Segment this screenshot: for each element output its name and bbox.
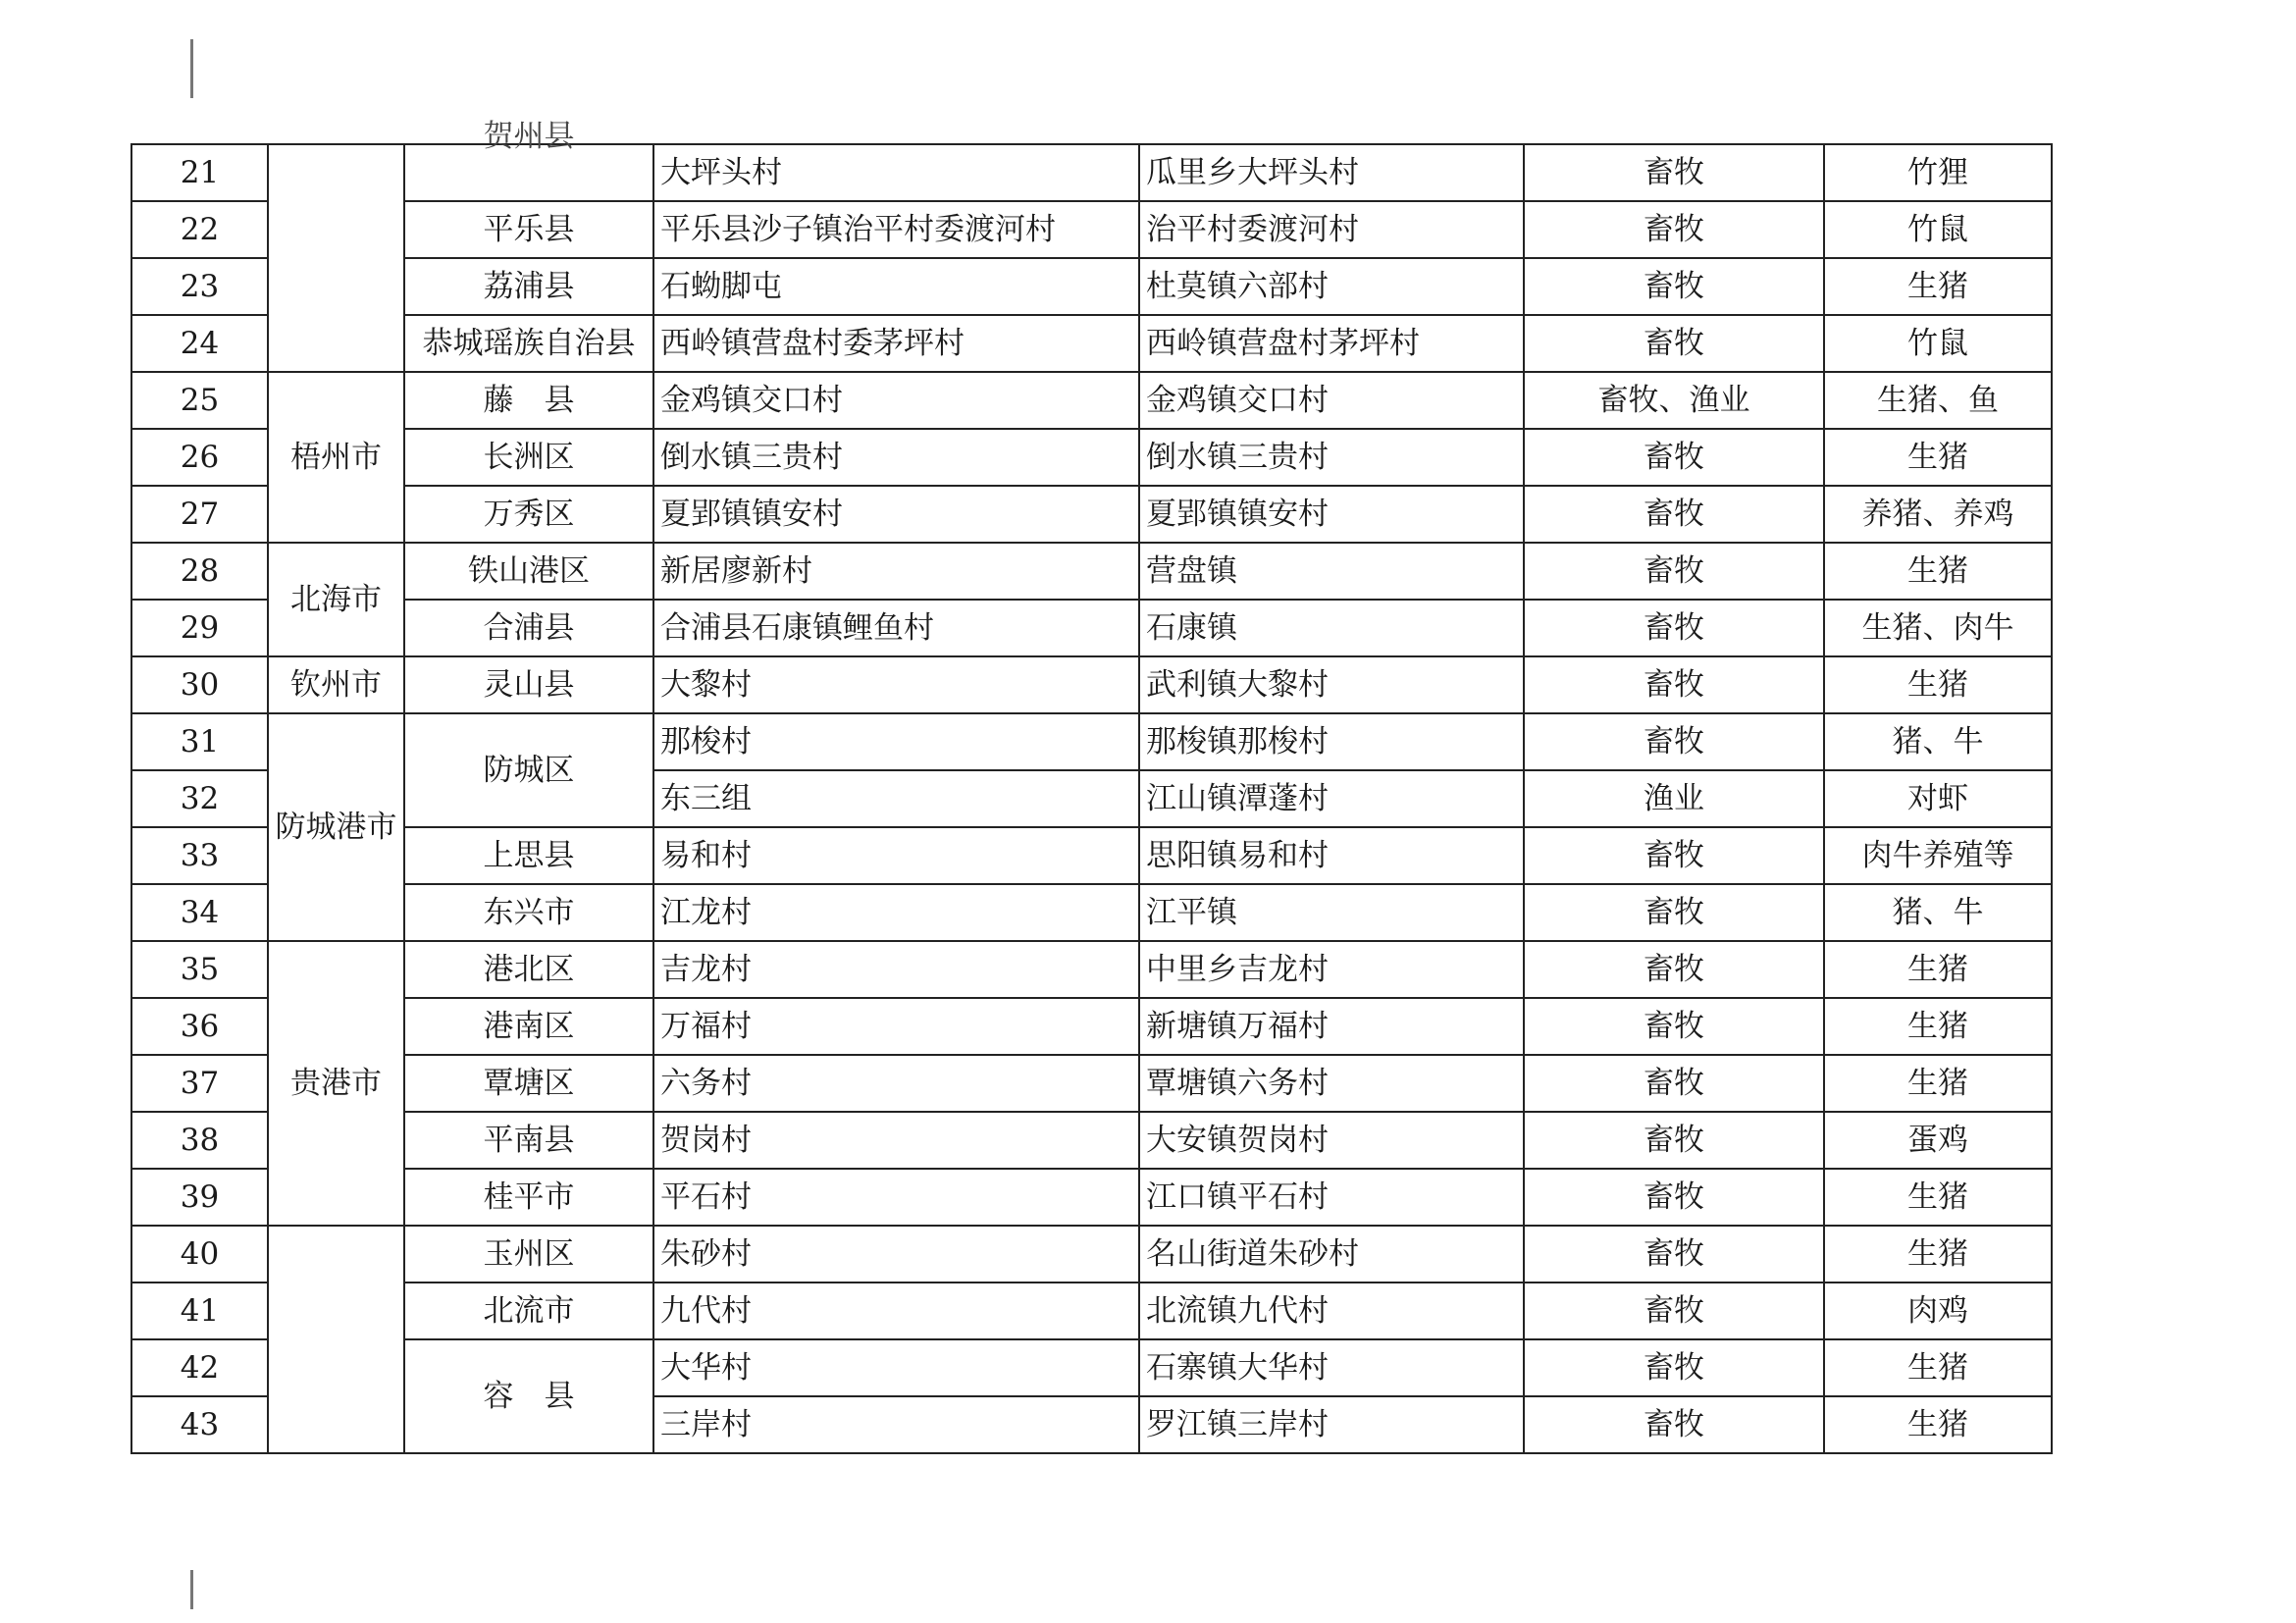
- address-cell: 夏郢镇镇安村: [1139, 486, 1524, 543]
- table-row: [131, 144, 2052, 201]
- product-cell: 肉牛养殖等: [1824, 827, 2052, 884]
- village-cell: 倒水镇三贵村: [653, 429, 1139, 486]
- product-cell: 竹鼠: [1824, 315, 2052, 372]
- seq-cell: 37: [131, 1055, 268, 1112]
- industry-cell: 畜牧: [1524, 1339, 1824, 1396]
- industry-cell: 畜牧: [1524, 1112, 1824, 1169]
- seq-cell: 28: [131, 543, 268, 600]
- seq-cell: 31: [131, 713, 268, 770]
- village-cell: 六务村: [653, 1055, 1139, 1112]
- product-cell: 生猪: [1824, 1339, 2052, 1396]
- industry-cell: 畜牧: [1524, 600, 1824, 656]
- product-cell: 猪、牛: [1824, 884, 2052, 941]
- table-row: [131, 1226, 2052, 1283]
- product-cell: 猪、牛: [1824, 713, 2052, 770]
- village-cell: 吉龙村: [653, 941, 1139, 998]
- industry-cell: 畜牧: [1524, 201, 1824, 258]
- village-cell: 大坪头村: [653, 144, 1139, 201]
- seq-cell: 34: [131, 884, 268, 941]
- city-cell-empty: [268, 1226, 404, 1453]
- industry-cell: 畜牧: [1524, 827, 1824, 884]
- table-row: [131, 429, 2052, 486]
- seq-cell: 30: [131, 656, 268, 713]
- county-cell: 东兴市: [404, 884, 653, 941]
- city-cell: 防城港市: [268, 713, 404, 941]
- city-cell: 北海市: [268, 543, 404, 656]
- seq-cell: 26: [131, 429, 268, 486]
- industry-cell: 畜牧: [1524, 941, 1824, 998]
- address-cell: 思阳镇易和村: [1139, 827, 1524, 884]
- village-cell: 三岸村: [653, 1396, 1139, 1453]
- table-row: [131, 1169, 2052, 1226]
- table-row: [131, 600, 2052, 656]
- table-row: [131, 486, 2052, 543]
- table-row: [131, 827, 2052, 884]
- county-cell: 北流市: [404, 1283, 653, 1339]
- address-cell: 武利镇大黎村: [1139, 656, 1524, 713]
- seq-cell: 27: [131, 486, 268, 543]
- seq-cell: 35: [131, 941, 268, 998]
- seq-cell: 29: [131, 600, 268, 656]
- county-cell: 防城区: [404, 713, 653, 827]
- village-cell: 万福村: [653, 998, 1139, 1055]
- address-cell: 江口镇平石村: [1139, 1169, 1524, 1226]
- village-cell: 九代村: [653, 1283, 1139, 1339]
- product-cell: 生猪: [1824, 258, 2052, 315]
- product-cell: 生猪、肉牛: [1824, 600, 2052, 656]
- address-cell: 大安镇贺岗村: [1139, 1112, 1524, 1169]
- product-cell: 肉鸡: [1824, 1283, 2052, 1339]
- county-cell: 上思县: [404, 827, 653, 884]
- county-cell: 玉州区: [404, 1226, 653, 1283]
- table-row: [131, 1112, 2052, 1169]
- table-row: [131, 315, 2052, 372]
- binding-mark-top: [190, 39, 193, 98]
- address-cell: 西岭镇营盘村茅坪村: [1139, 315, 1524, 372]
- address-cell: 瓜里乡大坪头村: [1139, 144, 1524, 201]
- county-cell: 平乐县: [404, 201, 653, 258]
- village-cell: 江龙村: [653, 884, 1139, 941]
- industry-cell: 畜牧: [1524, 1226, 1824, 1283]
- seq-cell: 24: [131, 315, 268, 372]
- county-cell: 恭城瑶族自治县: [404, 315, 653, 372]
- table-row: [131, 372, 2052, 429]
- product-cell: 生猪: [1824, 429, 2052, 486]
- seq-cell: 32: [131, 770, 268, 827]
- city-cell: 梧州市: [268, 372, 404, 543]
- village-cell: 东三组: [653, 770, 1139, 827]
- industry-cell: 畜牧: [1524, 884, 1824, 941]
- product-cell: 生猪: [1824, 941, 2052, 998]
- table-row: [131, 1283, 2052, 1339]
- product-cell: 生猪: [1824, 1055, 2052, 1112]
- village-industry-table: [130, 119, 2053, 1454]
- address-cell: 罗江镇三岸村: [1139, 1396, 1524, 1453]
- county-cell: 荔浦县: [404, 258, 653, 315]
- address-cell: 北流镇九代村: [1139, 1283, 1524, 1339]
- address-cell: 名山街道朱砂村: [1139, 1226, 1524, 1283]
- village-cell: 金鸡镇交口村: [653, 372, 1139, 429]
- address-cell: 营盘镇: [1139, 543, 1524, 600]
- county-cell: 长洲区: [404, 429, 653, 486]
- seq-cell: 42: [131, 1339, 268, 1396]
- table-row: [131, 884, 2052, 941]
- industry-cell: 畜牧: [1524, 998, 1824, 1055]
- industry-cell: 渔业: [1524, 770, 1824, 827]
- seq-cell: 36: [131, 998, 268, 1055]
- industry-cell: 畜牧: [1524, 1396, 1824, 1453]
- product-cell: 生猪、鱼: [1824, 372, 2052, 429]
- seq-cell: 40: [131, 1226, 268, 1283]
- address-cell: 治平村委渡河村: [1139, 201, 1524, 258]
- village-cell: 平乐县沙子镇治平村委渡河村: [653, 201, 1139, 258]
- address-cell: 金鸡镇交口村: [1139, 372, 1524, 429]
- product-cell: 竹鼠: [1824, 201, 2052, 258]
- product-cell: 竹狸: [1824, 144, 2052, 201]
- city-cell-empty: [268, 144, 404, 372]
- county-cell: 铁山港区: [404, 543, 653, 600]
- county-cell: 合浦县: [404, 600, 653, 656]
- address-cell: 杜莫镇六部村: [1139, 258, 1524, 315]
- county-cell: 港南区: [404, 998, 653, 1055]
- village-cell: 西岭镇营盘村委茅坪村: [653, 315, 1139, 372]
- county-cell: 港北区: [404, 941, 653, 998]
- seq-cell: 38: [131, 1112, 268, 1169]
- address-cell: 江山镇潭蓬村: [1139, 770, 1524, 827]
- seq-cell: 23: [131, 258, 268, 315]
- industry-cell: 畜牧: [1524, 1055, 1824, 1112]
- county-cell: 容 县: [404, 1339, 653, 1453]
- village-cell: 大华村: [653, 1339, 1139, 1396]
- table-row: [131, 656, 2052, 713]
- seq-cell: 21: [131, 144, 268, 201]
- address-cell: 那梭镇那梭村: [1139, 713, 1524, 770]
- industry-cell: 畜牧: [1524, 144, 1824, 201]
- industry-cell: 畜牧: [1524, 713, 1824, 770]
- address-cell: 新塘镇万福村: [1139, 998, 1524, 1055]
- county-cell: 覃塘区: [404, 1055, 653, 1112]
- seq-cell: 43: [131, 1396, 268, 1453]
- county-cell: 灵山县: [404, 656, 653, 713]
- product-cell: 生猪: [1824, 656, 2052, 713]
- industry-cell: 畜牧、渔业: [1524, 372, 1824, 429]
- table-row: [131, 258, 2052, 315]
- product-cell: 生猪: [1824, 998, 2052, 1055]
- industry-cell: 畜牧: [1524, 656, 1824, 713]
- village-cell: 那梭村: [653, 713, 1139, 770]
- table-row: [131, 543, 2052, 600]
- seq-cell: 41: [131, 1283, 268, 1339]
- industry-cell: 畜牧: [1524, 486, 1824, 543]
- city-cell: 钦州市: [268, 656, 404, 713]
- seq-cell: 39: [131, 1169, 268, 1226]
- industry-cell: 畜牧: [1524, 1283, 1824, 1339]
- village-cell: 石蚴脚屯: [653, 258, 1139, 315]
- binding-mark-bottom: [190, 1570, 193, 1609]
- county-cell: 桂平市: [404, 1169, 653, 1226]
- table-row: [131, 1339, 2052, 1396]
- address-cell: 石寨镇大华村: [1139, 1339, 1524, 1396]
- product-cell: 生猪: [1824, 1226, 2052, 1283]
- industry-cell: 畜牧: [1524, 429, 1824, 486]
- industry-cell: 畜牧: [1524, 315, 1824, 372]
- address-cell: 覃塘镇六务村: [1139, 1055, 1524, 1112]
- seq-cell: 22: [131, 201, 268, 258]
- address-cell: 中里乡吉龙村: [1139, 941, 1524, 998]
- county-cell: 万秀区: [404, 486, 653, 543]
- village-cell: 贺岗村: [653, 1112, 1139, 1169]
- table-row: [131, 1055, 2052, 1112]
- village-cell: 新居廖新村: [653, 543, 1139, 600]
- village-cell: 易和村: [653, 827, 1139, 884]
- seq-cell: 25: [131, 372, 268, 429]
- seq-cell: 33: [131, 827, 268, 884]
- table-row: [131, 201, 2052, 258]
- county-cell: 藤 县: [404, 372, 653, 429]
- village-cell: 大黎村: [653, 656, 1139, 713]
- village-cell: 平石村: [653, 1169, 1139, 1226]
- industry-cell: 畜牧: [1524, 543, 1824, 600]
- village-cell: 朱砂村: [653, 1226, 1139, 1283]
- product-cell: 对虾: [1824, 770, 2052, 827]
- village-cell: 合浦县石康镇鲤鱼村: [653, 600, 1139, 656]
- industry-cell: 畜牧: [1524, 1169, 1824, 1226]
- product-cell: 蛋鸡: [1824, 1112, 2052, 1169]
- county-cell-clipped: 贺州县: [404, 144, 653, 201]
- product-cell: 养猪、养鸡: [1824, 486, 2052, 543]
- address-cell: 倒水镇三贵村: [1139, 429, 1524, 486]
- city-cell: 贵港市: [268, 941, 404, 1226]
- address-cell: 石康镇: [1139, 600, 1524, 656]
- product-cell: 生猪: [1824, 543, 2052, 600]
- table-row: [131, 941, 2052, 998]
- product-cell: 生猪: [1824, 1396, 2052, 1453]
- industry-cell: 畜牧: [1524, 258, 1824, 315]
- address-cell: 江平镇: [1139, 884, 1524, 941]
- table-row: [131, 998, 2052, 1055]
- county-cell: 平南县: [404, 1112, 653, 1169]
- product-cell: 生猪: [1824, 1169, 2052, 1226]
- table-row: [131, 713, 2052, 770]
- village-cell: 夏郢镇镇安村: [653, 486, 1139, 543]
